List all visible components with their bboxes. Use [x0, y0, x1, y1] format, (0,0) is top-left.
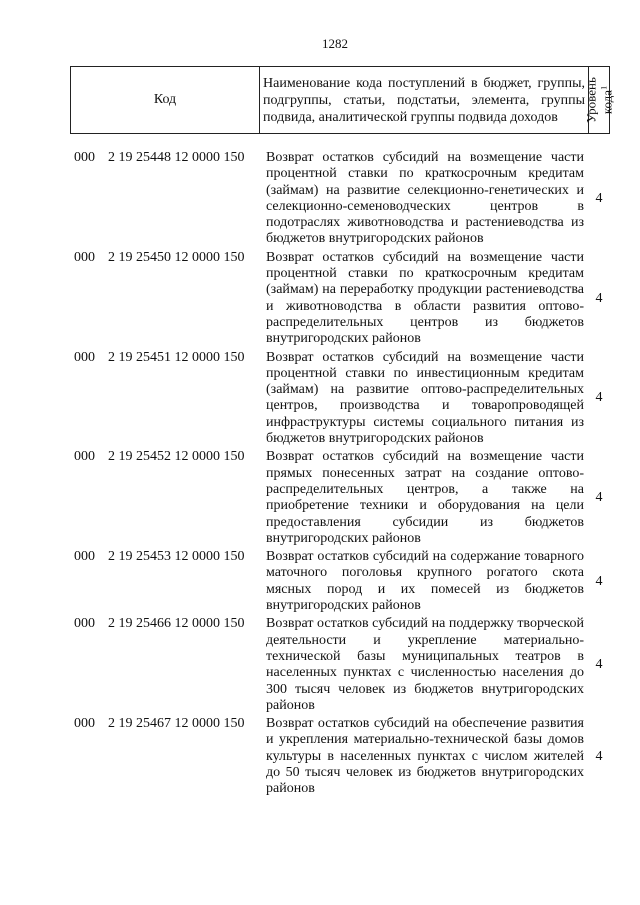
income-name: Возврат остатков субсидий на возмещение части процентной ставки по инвестиционным кредитам (займам) на развитие оптово-распределительных центров, производства и товаропроводящей инфраструктуры системы социального питания из бюджетов внутригородских районов: [266, 349, 584, 447]
code-list: [74, 150, 614, 798]
table-row: [74, 616, 614, 714]
admin-code: 000: [74, 349, 95, 365]
header-name-cell: Наименование кода поступлений в бюджет, группы, подгруппы, статьи, подстатьи, элемента, группы подвида, аналитической группы подвида доходов: [260, 67, 589, 134]
code-level: 4: [595, 657, 603, 673]
admin-code: 000: [74, 449, 95, 465]
code-level: 4: [595, 290, 603, 306]
income-code: 2 19 25466 12 0000 150: [108, 616, 245, 632]
header-level-footnote: 1: [599, 85, 609, 90]
income-code: 2 19 25467 12 0000 150: [108, 716, 245, 732]
admin-code: 000: [74, 716, 95, 732]
code-level: 4: [595, 490, 603, 506]
income-code: 2 19 25453 12 0000 150: [108, 549, 245, 565]
income-code: 2 19 25451 12 0000 150: [108, 349, 245, 365]
admin-code: 000: [74, 549, 95, 565]
table-header: [70, 66, 615, 134]
page-number: 1282: [322, 36, 348, 51]
table-row: [74, 549, 614, 614]
table-row: [74, 150, 614, 248]
income-code: 2 19 25452 12 0000 150: [108, 449, 245, 465]
header-code-cell: Код: [71, 67, 260, 134]
code-level: 4: [595, 390, 603, 406]
admin-code: 000: [74, 616, 95, 632]
header-level-line2: кода: [599, 89, 615, 115]
header-level-cell: [583, 67, 615, 134]
table-row: [74, 716, 614, 797]
table-row: [74, 449, 614, 547]
table-row: [74, 350, 614, 448]
table-row: [74, 250, 614, 348]
income-name: Возврат остатков субсидий на поддержку творческой деятельности и укрепление материально-технической базы муниципальных театров в населенных пунктах с численностью населения до 300 тысяч человек из бюджетов внутригородских районов: [266, 616, 584, 713]
income-code: 2 19 25448 12 0000 150: [108, 150, 245, 165]
code-level: 4: [595, 748, 603, 764]
code-level: 4: [595, 190, 603, 206]
income-name: Возврат остатков субсидий на возмещение части процентной ставки по краткосрочным кредитам (займам) на переработку продукции растениеводства и животноводства в области развития оптово-распределительных центров из бюджетов внутригородских районов: [266, 249, 584, 347]
code-level: 4: [595, 573, 603, 589]
income-name: Возврат остатков субсидий на обеспечение развития и укрепления материально-технической базы домов культуры в населенных пунктах с числом жителей до 50 тысяч человек из бюджетов внутригородских районов: [266, 716, 584, 797]
header-level-line1: Уровень: [583, 77, 599, 123]
admin-code: 000: [74, 249, 95, 265]
income-name: Возврат остатков субсидий на содержание товарного маточного поголовья крупного рогатого скота мясных пород и их помесей из бюджетов внутригородских районов: [266, 549, 584, 614]
admin-code: 000: [74, 150, 95, 165]
header-level-label: [584, 77, 613, 123]
income-code: 2 19 25450 12 0000 150: [108, 249, 245, 265]
income-name: Возврат остатков субсидий на возмещение части процентной ставки по краткосрочным кредитам (займам) на развитие селекционно-генетических и селекционно-семеноводческих центров в подотраслях животноводства и растениеводства из бюджетов внутригородских районов: [266, 150, 584, 247]
income-name: Возврат остатков субсидий на возмещение части прямых понесенных затрат на создание оптово-распределительных центров, а также на приобретение техники и оборудования на цели предоставления субсидии из бюджетов внутригородских районов: [266, 449, 584, 546]
